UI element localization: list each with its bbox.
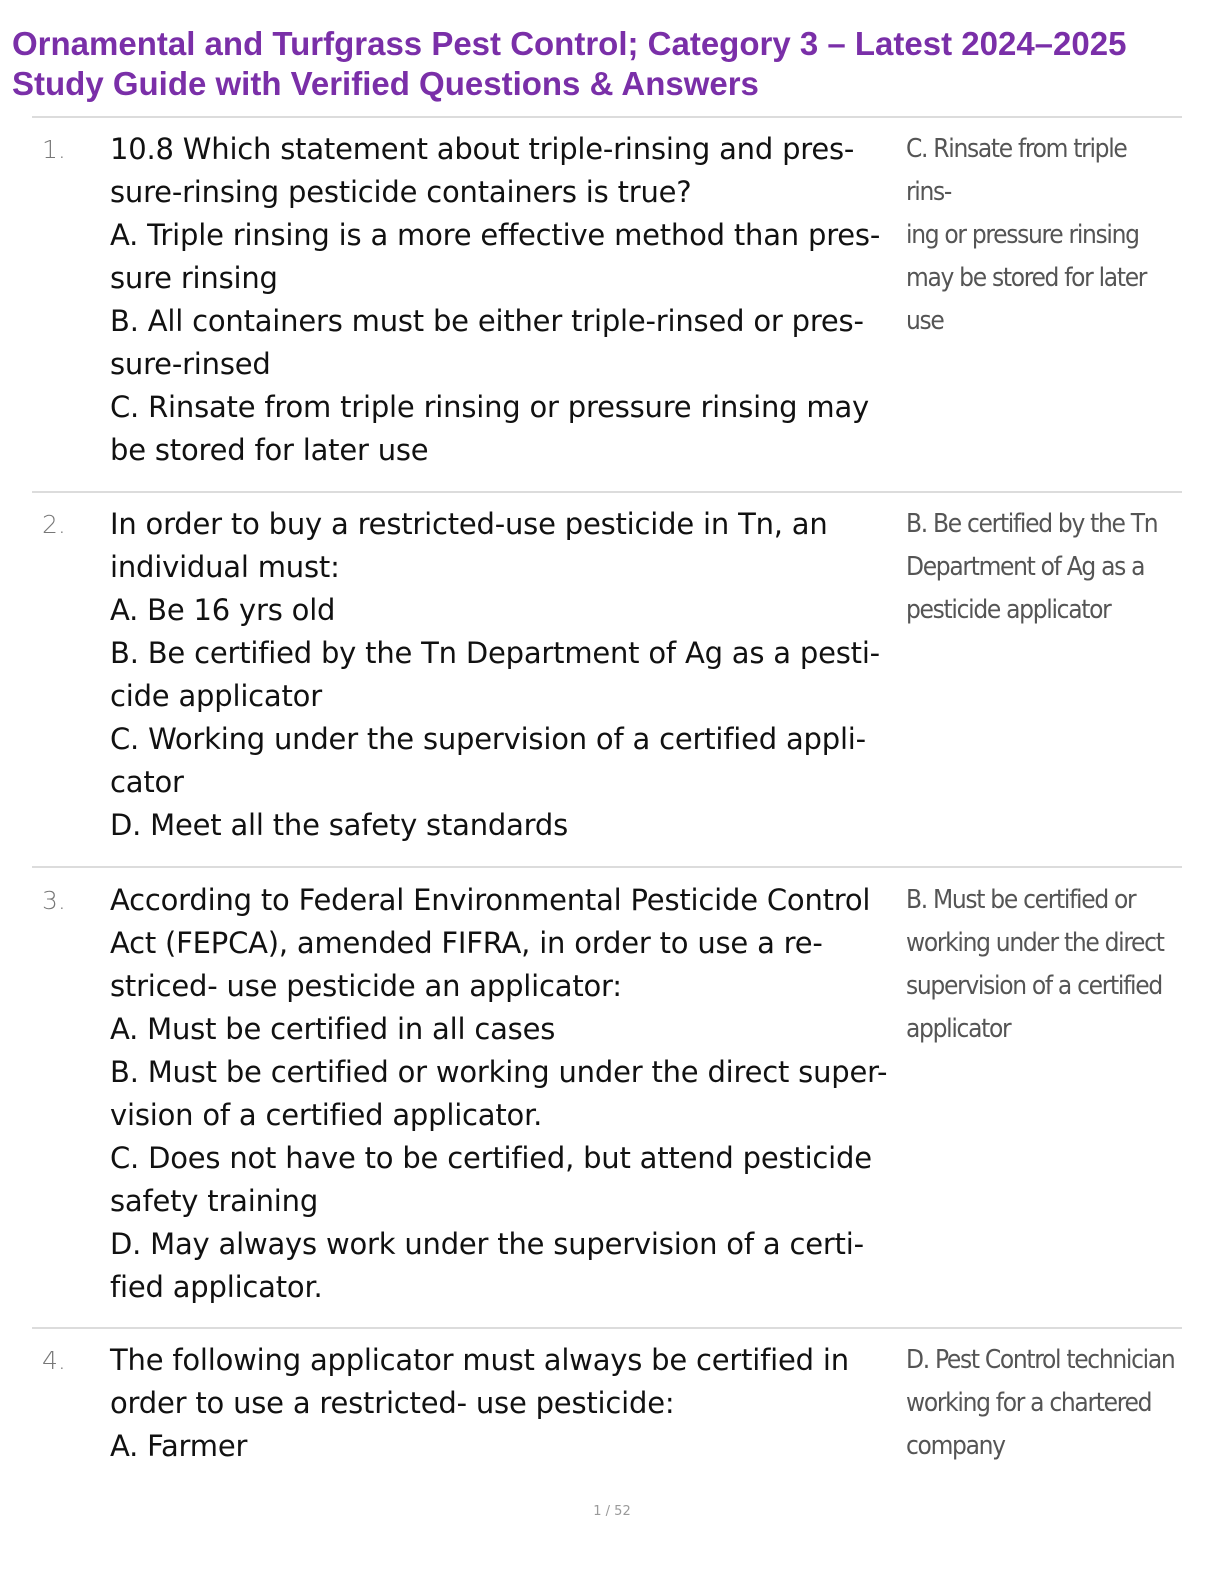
question-line: safety training bbox=[110, 1184, 319, 1218]
question-text bbox=[110, 503, 900, 847]
question-line: A. Must be certified in all cases bbox=[110, 1012, 556, 1046]
answer-line: supervision of a certified bbox=[906, 971, 1162, 1001]
answer-text bbox=[906, 1339, 1176, 1468]
answer-line: company bbox=[906, 1431, 1005, 1461]
answer-line: C. Rinsate from triple rins- bbox=[906, 134, 1127, 207]
question-line: order to use a restricted- use pesticide: bbox=[110, 1386, 675, 1420]
question-line: According to Federal Environmental Pesticide Control bbox=[110, 883, 871, 917]
answer-line: Department of Ag as a bbox=[906, 552, 1145, 582]
answer-line: B. Must be certified or bbox=[906, 885, 1136, 915]
answer-line: ing or pressure rinsing bbox=[906, 220, 1139, 250]
answer-line: pesticide applicator bbox=[906, 595, 1111, 625]
question-line: sure-rinsed bbox=[110, 347, 271, 381]
question-line: D. May always work under the supervision of a certi- bbox=[110, 1227, 864, 1261]
answer-line: D. Pest Control technician bbox=[906, 1345, 1175, 1375]
question-line: sure rinsing bbox=[110, 261, 278, 295]
question-line: B. All containers must be either triple-rinsed or pres- bbox=[110, 304, 864, 338]
question-line: cator bbox=[110, 765, 184, 799]
divider bbox=[32, 1327, 1182, 1329]
question-line: sure-rinsing pesticide containers is true? bbox=[110, 175, 692, 209]
question-line: Act (FEPCA), amended FIFRA, in order to use a re- bbox=[110, 926, 823, 960]
question-number: 3. bbox=[42, 886, 66, 915]
answer-line: working for a chartered bbox=[906, 1388, 1152, 1418]
answer-text bbox=[906, 879, 1176, 1051]
divider bbox=[32, 116, 1182, 118]
question-line: be stored for later use bbox=[110, 433, 429, 467]
question-line: In order to buy a restricted-use pesticide in Tn, an bbox=[110, 507, 828, 541]
question-text bbox=[110, 879, 900, 1309]
question-text bbox=[110, 1339, 900, 1468]
question-number: 2. bbox=[42, 510, 66, 539]
answer-line: may be stored for later use bbox=[906, 263, 1147, 336]
page-indicator: 1 / 52 bbox=[593, 1504, 631, 1519]
question-line: vision of a certified applicator. bbox=[110, 1098, 543, 1132]
question-line: 10.8 Which statement about triple-rinsing and pres- bbox=[110, 132, 855, 166]
question-line: C. Rinsate from triple rinsing or pressure rinsing may bbox=[110, 390, 869, 424]
answer-line: applicator bbox=[906, 1014, 1011, 1044]
question-line: D. Meet all the safety standards bbox=[110, 808, 568, 842]
answer-text bbox=[906, 503, 1176, 632]
question-line: A. Farmer bbox=[110, 1429, 248, 1463]
question-line: B. Be certified by the Tn Department of Ag as a pesti- bbox=[110, 636, 880, 670]
question-number: 1. bbox=[42, 135, 66, 164]
question-number: 4. bbox=[42, 1346, 66, 1375]
question-line: C. Working under the supervision of a certified appli- bbox=[110, 722, 866, 756]
question-line: B. Must be certified or working under the direct super- bbox=[110, 1055, 888, 1089]
question-line: striced- use pesticide an applicator: bbox=[110, 969, 622, 1003]
question-line: cide applicator bbox=[110, 679, 322, 713]
question-line: fied applicator. bbox=[110, 1270, 323, 1304]
question-line: individual must: bbox=[110, 550, 340, 584]
question-text bbox=[110, 128, 900, 472]
divider bbox=[32, 491, 1182, 493]
answer-line: B. Be certified by the Tn bbox=[906, 509, 1158, 539]
question-line: A. Triple rinsing is a more effective method than pres- bbox=[110, 218, 881, 252]
divider bbox=[32, 866, 1182, 868]
question-line: C. Does not have to be certified, but attend pesticide bbox=[110, 1141, 872, 1175]
question-line: A. Be 16 yrs old bbox=[110, 593, 336, 627]
question-line: The following applicator must always be certified in bbox=[110, 1343, 849, 1377]
document-title: Ornamental and Turfgrass Pest Control; Category 3 – Latest 2024–2025 Study Guide with Verified Questions & Answers bbox=[12, 25, 1127, 102]
answer-text bbox=[906, 128, 1176, 343]
answer-line: working under the direct bbox=[906, 928, 1164, 958]
